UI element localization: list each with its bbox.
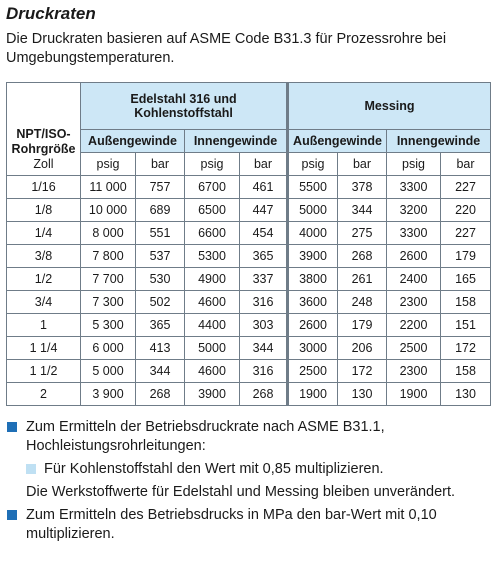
value-cell: 2200 — [387, 314, 441, 337]
value-cell: 3300 — [387, 222, 441, 245]
subheader-steel-outer: Außengewinde — [81, 130, 185, 153]
value-cell: 5000 — [185, 337, 240, 360]
value-cell: 227 — [441, 222, 491, 245]
value-cell: 2600 — [387, 245, 441, 268]
subheader-brass-inner: Innengewinde — [387, 130, 491, 153]
value-cell: 530 — [136, 268, 185, 291]
size-header-line2: Rohrgröße — [11, 142, 76, 156]
row-size-cell: 3/8 — [7, 245, 81, 268]
unit-bar: bar — [136, 153, 185, 176]
value-cell: 227 — [441, 176, 491, 199]
value-cell: 8 000 — [81, 222, 136, 245]
subheader-steel-inner: Innengewinde — [185, 130, 288, 153]
value-cell: 6 000 — [81, 337, 136, 360]
value-cell: 158 — [441, 291, 491, 314]
value-cell: 4600 — [185, 291, 240, 314]
value-cell: 2500 — [288, 360, 338, 383]
table-row — [7, 245, 491, 268]
value-cell: 130 — [338, 383, 387, 406]
value-cell: 378 — [338, 176, 387, 199]
row-size-cell: 1/2 — [7, 268, 81, 291]
value-cell: 3000 — [288, 337, 338, 360]
value-cell: 2600 — [288, 314, 338, 337]
sub-note-text: Für Kohlenstoffstahl den Wert mit 0,85 multiplizieren. — [44, 461, 384, 477]
value-cell: 413 — [136, 337, 185, 360]
value-cell: 6500 — [185, 199, 240, 222]
value-cell: 5000 — [288, 199, 338, 222]
value-cell: 179 — [441, 245, 491, 268]
value-cell: 5 000 — [81, 360, 136, 383]
row-size-cell: 1 1/4 — [7, 337, 81, 360]
value-cell: 365 — [240, 245, 288, 268]
table-body — [7, 176, 491, 406]
note-plain-text: Die Werkstoffwerte für Edelstahl und Messing bleiben unverändert. — [26, 484, 456, 500]
value-cell: 344 — [338, 199, 387, 222]
value-cell: 6600 — [185, 222, 240, 245]
table-row — [7, 383, 491, 406]
value-cell: 248 — [338, 291, 387, 314]
value-cell: 454 — [240, 222, 288, 245]
pressure-rate-table — [6, 82, 491, 406]
row-size-cell: 1/8 — [7, 199, 81, 222]
table-row — [7, 176, 491, 199]
value-cell: 689 — [136, 199, 185, 222]
table-row — [7, 337, 491, 360]
value-cell: 7 300 — [81, 291, 136, 314]
value-cell: 2300 — [387, 291, 441, 314]
value-cell: 4000 — [288, 222, 338, 245]
value-cell: 5500 — [288, 176, 338, 199]
size-column-header — [7, 83, 81, 176]
group-header-steel: Edelstahl 316 und Kohlenstoffstahl — [81, 83, 288, 130]
value-cell: 179 — [338, 314, 387, 337]
value-cell: 316 — [240, 291, 288, 314]
unit-psig: psig — [81, 153, 136, 176]
value-cell: 165 — [441, 268, 491, 291]
value-cell: 365 — [136, 314, 185, 337]
row-size-cell: 1 — [7, 314, 81, 337]
value-cell: 344 — [136, 360, 185, 383]
row-size-cell: 2 — [7, 383, 81, 406]
value-cell: 303 — [240, 314, 288, 337]
value-cell: 447 — [240, 199, 288, 222]
table-row — [7, 314, 491, 337]
intro-text: Die Druckraten basieren auf ASME Code B31.3 für Prozessrohre bei Umgebungstemperaturen. — [6, 31, 447, 66]
table-row — [7, 291, 491, 314]
value-cell: 275 — [338, 222, 387, 245]
value-cell: 5 300 — [81, 314, 136, 337]
value-cell: 6700 — [185, 176, 240, 199]
value-cell: 2500 — [387, 337, 441, 360]
value-cell: 220 — [441, 199, 491, 222]
value-cell: 2300 — [387, 360, 441, 383]
value-cell: 172 — [441, 337, 491, 360]
row-size-cell: 3/4 — [7, 291, 81, 314]
subheader-brass-outer: Außengewinde — [288, 130, 387, 153]
value-cell: 316 — [240, 360, 288, 383]
value-cell: 268 — [136, 383, 185, 406]
table-row — [7, 222, 491, 245]
value-cell: 7 800 — [81, 245, 136, 268]
value-cell: 206 — [338, 337, 387, 360]
value-cell: 3600 — [288, 291, 338, 314]
value-cell: 268 — [240, 383, 288, 406]
value-cell: 7 700 — [81, 268, 136, 291]
table-row — [7, 268, 491, 291]
unit-psig: psig — [185, 153, 240, 176]
value-cell: 4600 — [185, 360, 240, 383]
value-cell: 3200 — [387, 199, 441, 222]
table-row — [7, 360, 491, 383]
value-cell: 3800 — [288, 268, 338, 291]
note-text: Zum Ermitteln der Betriebsdruckrate nach ASME B31.1, Hochleistungsrohrleitungen: — [26, 419, 385, 454]
value-cell: 461 — [240, 176, 288, 199]
row-size-cell: 1 1/2 — [7, 360, 81, 383]
value-cell: 551 — [136, 222, 185, 245]
value-cell: 344 — [240, 337, 288, 360]
note-text: Zum Ermitteln des Betriebsdrucks in MPa den bar-Wert mit 0,10 multiplizieren. — [26, 507, 437, 542]
unit-bar: bar — [240, 153, 288, 176]
row-size-cell: 1/16 — [7, 176, 81, 199]
value-cell: 1900 — [387, 383, 441, 406]
table-row — [7, 199, 491, 222]
row-size-cell: 1/4 — [7, 222, 81, 245]
page-title: Druckraten — [6, 4, 96, 23]
value-cell: 172 — [338, 360, 387, 383]
value-cell: 3300 — [387, 176, 441, 199]
unit-bar: bar — [441, 153, 491, 176]
group-header-brass: Messing — [288, 83, 491, 130]
value-cell: 3900 — [185, 383, 240, 406]
value-cell: 10 000 — [81, 199, 136, 222]
square-bullet-icon — [7, 422, 17, 432]
value-cell: 5300 — [185, 245, 240, 268]
value-cell: 502 — [136, 291, 185, 314]
value-cell: 158 — [441, 360, 491, 383]
sub-note-item — [6, 460, 494, 479]
value-cell: 337 — [240, 268, 288, 291]
value-cell: 130 — [441, 383, 491, 406]
value-cell: 151 — [441, 314, 491, 337]
value-cell: 11 000 — [81, 176, 136, 199]
note-item — [6, 418, 494, 456]
note-item — [6, 506, 494, 544]
value-cell: 537 — [136, 245, 185, 268]
unit-bar: bar — [338, 153, 387, 176]
unit-psig: psig — [387, 153, 441, 176]
value-cell: 4900 — [185, 268, 240, 291]
square-bullet-icon — [26, 464, 36, 474]
unit-psig: psig — [288, 153, 338, 176]
value-cell: 268 — [338, 245, 387, 268]
value-cell: 757 — [136, 176, 185, 199]
notes-section — [6, 418, 494, 548]
value-cell: 1900 — [288, 383, 338, 406]
value-cell: 2400 — [387, 268, 441, 291]
value-cell: 261 — [338, 268, 387, 291]
value-cell: 3 900 — [81, 383, 136, 406]
size-header-unit: Zoll — [33, 157, 54, 171]
square-bullet-icon — [7, 510, 17, 520]
value-cell: 4400 — [185, 314, 240, 337]
value-cell: 3900 — [288, 245, 338, 268]
size-header-line1: NPT/ISO- — [16, 127, 71, 141]
